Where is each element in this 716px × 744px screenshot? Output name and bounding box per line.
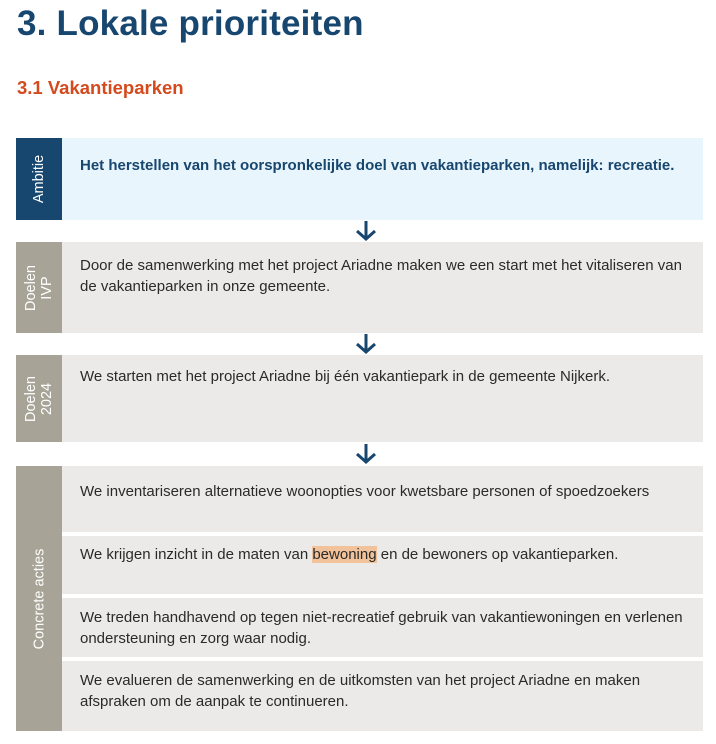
doelen-2024-label: Doelen 2024 xyxy=(22,375,55,422)
action-text: We krijgen inzicht in de maten van bewoning en de bewoners op vakantieparken. xyxy=(80,546,619,563)
action-text: We inventariseren alternatieve woonopties voor kwetsbare personen of spoedzoekers xyxy=(80,483,650,500)
list-item xyxy=(62,598,703,657)
doelen-2024-block xyxy=(16,355,703,442)
arrow-down-icon xyxy=(355,443,377,465)
doelen-2024-text: We starten met het project Ariadne bij één vakantiepark in de gemeente Nijkerk. xyxy=(80,368,611,385)
doelen-ivp-label-panel xyxy=(16,242,62,333)
list-item xyxy=(62,466,703,532)
ambitie-label: Ambitie xyxy=(31,154,48,204)
ambitie-label-panel xyxy=(16,138,62,220)
concrete-acties-label-panel xyxy=(16,466,62,731)
doelen-ivp-text: Door de samenwerking met het project Ariadne maken we een start met het vitaliseren van de vakantieparken in onze gemeente. xyxy=(80,257,682,295)
ambitie-block xyxy=(16,138,703,220)
list-item xyxy=(62,536,703,594)
arrow-down-icon xyxy=(355,220,377,242)
action-text: We evalueren de samenwerking en de uitkomsten van het project Ariadne en maken afspraken om de aanpak te continueren. xyxy=(80,672,641,710)
section-title: 3.1 Vakantieparken xyxy=(17,77,184,98)
concrete-acties-label: Concrete acties xyxy=(31,548,47,649)
doelen-ivp-label: Doelen IVP xyxy=(22,264,55,311)
list-item xyxy=(62,661,703,731)
arrow-down-icon xyxy=(355,333,377,355)
doelen-ivp-block xyxy=(16,242,703,333)
concrete-acties-block xyxy=(16,466,703,731)
action-text: We treden handhavend op tegen niet-recreatief gebruik van vakantiewoningen en verlenen ondersteuning en zorg waar nodig. xyxy=(80,609,683,647)
doelen-2024-label-panel xyxy=(16,355,62,442)
page-title: 3. Lokale prioriteiten xyxy=(17,4,364,43)
highlighted-word: bewoning xyxy=(312,546,377,563)
ambitie-text: Het herstellen van het oorspronkelijke doel van vakantieparken, namelijk: recreatie. xyxy=(80,157,675,174)
